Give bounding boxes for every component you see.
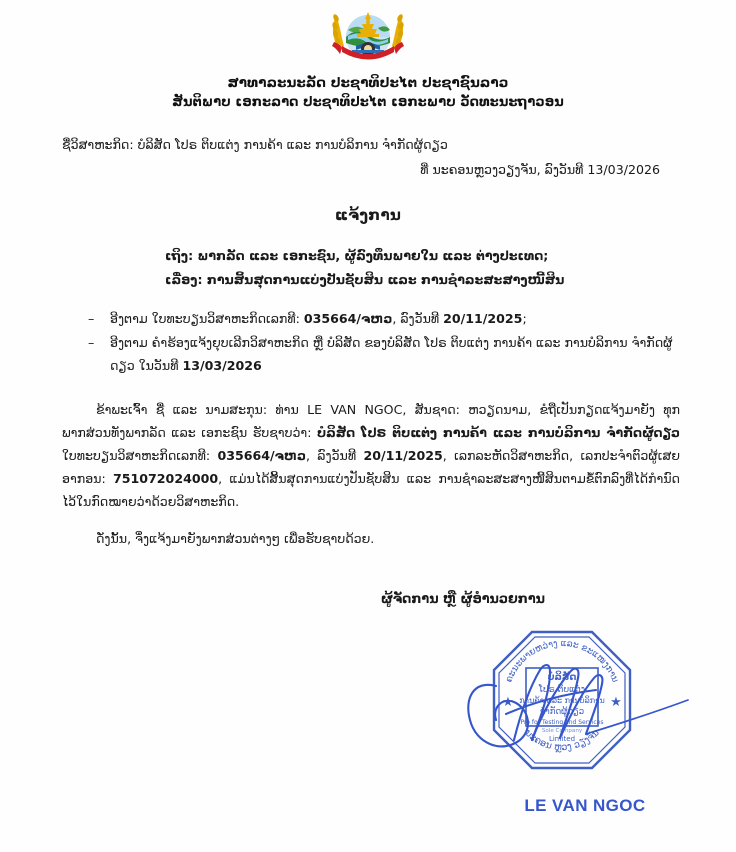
- company-name: ບໍລິສັດ ໂປຣ ຕິບແຕ່ງ ການຄ້າ ແລະ ການບໍລິການ ຈໍາກັດຜູ້ດຽວ: [137, 137, 448, 153]
- reference-text: [110, 335, 673, 372]
- subject-value: ການສິ້ນສຸດການແບ່ງປັນຊັບສິນ ແລະ ການຊໍາລະສະສາງໜີ້ສິນ: [206, 271, 565, 287]
- subject-label: ເລື່ອງ:: [165, 271, 203, 287]
- reference-registration-number: 035664/ຈຫວ: [303, 310, 393, 326]
- bullet-dash-icon: –: [88, 335, 95, 351]
- body-paragraph-main: [62, 399, 680, 514]
- national-heading: [0, 74, 736, 112]
- declarant-name: LE VAN NGOC: [307, 402, 403, 418]
- body-closing-text: , ແມ່ນໄດ້ສິ້ນສຸດການແບ່ງປັນຊັບສິນ ແລະ ການຊໍາລະສະສາງໜີ້ສິນຕາມຂໍ້ຕົກລົງທີ່ໄດ້ກໍານົດໄວ້ໃນກົດໝາຍວ່າດ້ວຍວິສາຫະກິດ.: [62, 470, 680, 509]
- recipient-label: ເຖິງ:: [165, 248, 194, 264]
- reference-date: 20/11/2025: [443, 310, 523, 326]
- svg-text:ຈໍາກັດຜູ້ດຽວ: ຈໍາກັດຜູ້ດຽວ: [539, 707, 585, 717]
- list-item: [88, 332, 684, 377]
- place-date-line: ທີ່ ນະຄອນຫຼວງວຽງຈັນ, ລົງວັນທີ 13/03/2026: [420, 161, 660, 177]
- reference-prefix: ອີງຕາມ ໃບທະບຽນວິສາຫະກິດເລກທີ:: [110, 310, 304, 326]
- page-title: ແຈ້ງການ: [334, 206, 402, 225]
- document-meta: [0, 134, 736, 180]
- addressing-block: [0, 244, 736, 291]
- svg-text:ບໍລິສັດ: ບໍລິສັດ: [547, 672, 577, 683]
- country-name-line: ສາທາລະນະລັດ ປະຊາທິປະໄຕ ປະຊາຊົນລາວ: [227, 75, 509, 91]
- company-label: ຊື່ວິສາຫະກິດ:: [62, 137, 134, 153]
- declarant-intro: ຂ້າພະເຈົ້າ ຊື່ ແລະ ນາມສະກຸນ: ທ່ານ: [96, 402, 308, 418]
- svg-text:Sole Company: Sole Company: [541, 728, 583, 734]
- body-registration-date: 20/11/2025: [363, 447, 443, 463]
- subject-row: [165, 268, 736, 291]
- lao-national-emblem-icon: [326, 6, 410, 68]
- signer-name: LE VAN NGOC: [524, 796, 646, 815]
- svg-text:Pro for Testing and Services: Pro for Testing and Services: [520, 719, 604, 726]
- reference-prefix: ອີງຕາມ ຄໍາຮ້ອງແຈ້ງຍຸບເລີກວິສາຫະກິດ ຫຼື ບໍລິສັດ ຂອງບໍລິສັດ ໂປຣ ຕິບແຕ່ງ ການຄ້າ ແລະ ການບໍລິການ ຈໍາກັດຜູ້ດຽວ ໃນວັນທີ: [110, 335, 673, 373]
- reference-middle: , ລົງວັນທີ: [392, 310, 444, 326]
- body-company-name: ບໍລິສັດ ໂປຣ ຕິບແຕ່ງ ການຄ້າ ແລະ ການບໍລິການ ຈໍາກັດຜູ້ດຽວ: [316, 424, 680, 440]
- national-motto-line: ສັນຕິພາບ ເອກະລາດ ປະຊາທິປະໄຕ ເອກະພາບ ວັດທະນະຖາວອນ: [172, 94, 564, 110]
- svg-text:★: ★: [610, 695, 622, 710]
- recipient-value: ພາກລັດ ແລະ ເອກະຊົນ, ຜູ້ລົງທຶນພາຍໃນ ແລະ ຕ່າງປະເທດ;: [197, 248, 549, 264]
- stamp-and-signature-area: [396, 618, 696, 828]
- declarant-nationality-text: , ສັນຊາດ: ຫວຽດນາມ, ຂໍຖືເປັນກຽດແຈ້ງມາຍັງ ທຸກພາກສ່ວນທັງພາກລັດ ແລະ ເອກະຊົນ ຮັບຊາບວ່າ:: [62, 402, 680, 440]
- signature-block: [0, 592, 736, 832]
- recipient-row: [165, 244, 736, 267]
- svg-text:ນະຄອນ ຫຼວງ ວຽງຈັນ: ນະຄອນ ຫຼວງ ວຽງຈັນ: [522, 727, 602, 754]
- reference-date: 13/03/2026: [182, 357, 262, 373]
- body-paragraph-closing: ດັ່ງນັ້ນ, ຈຶ່ງແຈ້ງມາຍັງພາກສ່ວນຕ່າງໆ ເພື່ອຮັບຊາບດ້ວຍ.: [96, 530, 375, 546]
- svg-text:Limited: Limited: [548, 735, 576, 743]
- body-content: [0, 399, 736, 550]
- bullet-dash-icon: –: [88, 310, 95, 326]
- reference-text: [110, 311, 527, 326]
- emblem-container: [0, 0, 736, 68]
- body-registration-number: 035664/ຈຫວ: [217, 447, 306, 463]
- body-date-label: , ລົງວັນທີ: [305, 447, 364, 463]
- svg-text:ການຄ້າ ແລະ ການບໍລິການ: ການຄ້າ ແລະ ການບໍລິການ: [519, 696, 605, 705]
- body-tax-label: , ເລກລະຫັດວິສາຫະກິດ, ເລກປະຈໍາຕົວຜູ້ເສຍອາກອນ:: [62, 447, 680, 486]
- list-item: [88, 308, 684, 330]
- svg-text:ໂປຣ ຕິບແຕ່ງ: ໂປຣ ຕິບແຕ່ງ: [538, 685, 586, 695]
- reference-suffix: ;: [522, 310, 527, 326]
- company-seal-stamp-icon: [486, 624, 638, 776]
- signatory-role-title: ຜູ້ຈັດການ ຫຼື ຜູ້ອໍານວຍການ: [380, 592, 546, 607]
- svg-text:★: ★: [502, 695, 514, 710]
- company-name-line: [62, 134, 678, 155]
- reference-list: [0, 308, 736, 377]
- body-tax-id: 751072024000: [112, 470, 219, 486]
- svg-text:ຄະນະພາຍຫວ່າງ ແລະ ຂະແໜງການ: ຄະນະພາຍຫວ່າງ ແລະ ຂະແໜງການ: [504, 638, 620, 684]
- body-registration-label: ໃບທະບຽນວິສາຫະກິດເລກທີ:: [62, 447, 218, 463]
